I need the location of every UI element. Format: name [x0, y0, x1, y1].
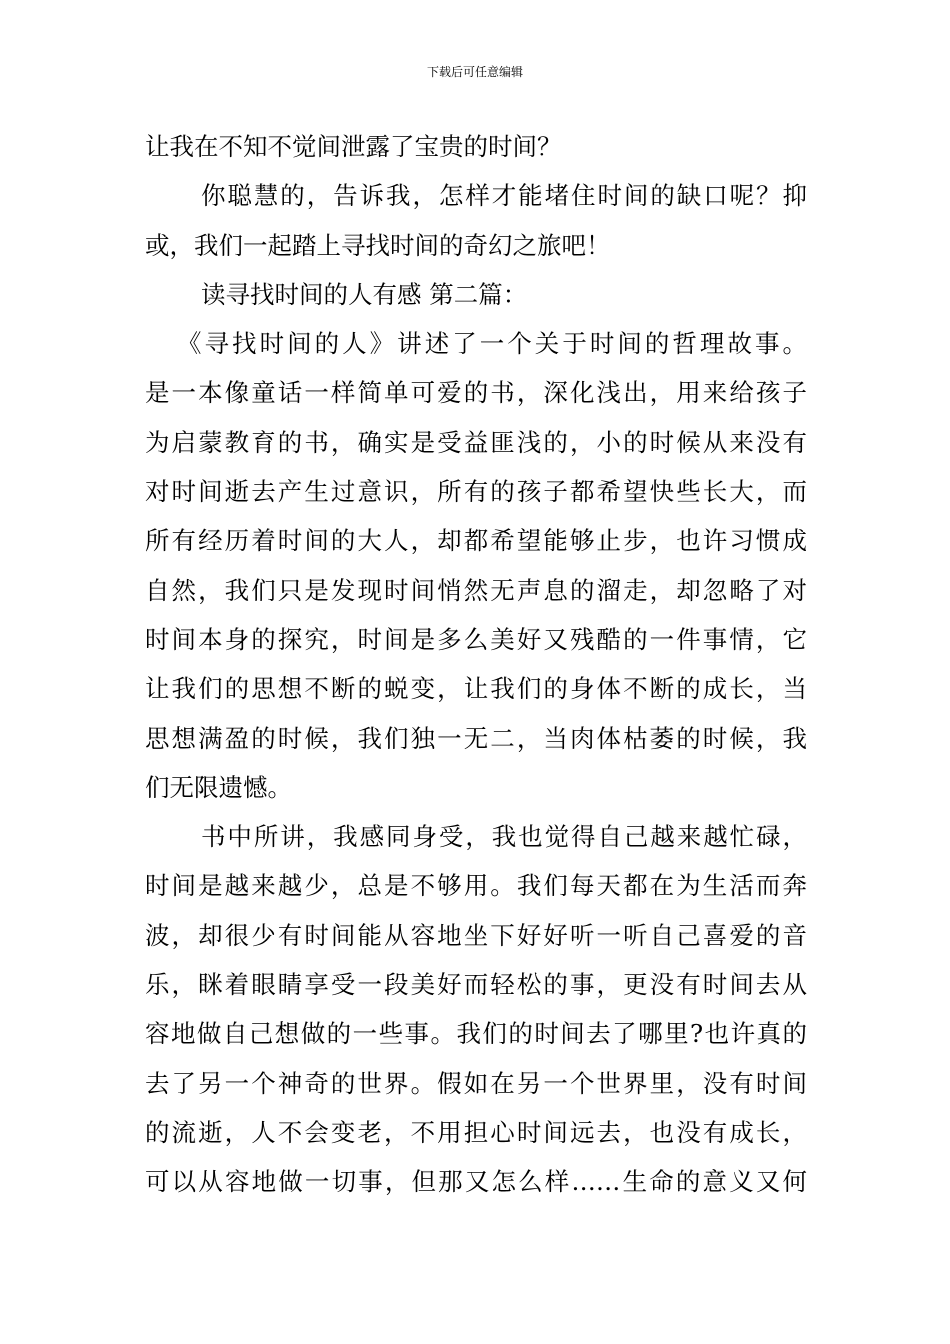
- text-line: 为启蒙教育的书，确实是受益匪浅的，小的时候从来没有: [145, 427, 807, 457]
- text-line: 去了另一个神奇的世界。假如在另一个世界里，没有时间: [145, 1068, 807, 1098]
- text-line: 的流逝，人不会变老，不用担心时间远去，也没有成长，: [145, 1117, 807, 1147]
- text-line: 乐，眯着眼睛享受一段美好而轻松的事，更没有时间去从: [145, 970, 807, 1000]
- text-line: 自然，我们只是发现时间悄然无声息的溜走，却忽略了对: [145, 575, 807, 605]
- text-line: 们无限遗憾。: [145, 772, 292, 802]
- text-line: 或，我们一起踏上寻找时间的奇幻之旅吧！: [145, 230, 611, 260]
- section-heading: 读寻找时间的人有感 第二篇：: [201, 279, 528, 309]
- text-line: 时间本身的探究，时间是多么美好又残酷的一件事情，它: [145, 624, 807, 654]
- text-line: 是一本像童话一样简单可爱的书，深化浅出，用来给孩子: [145, 378, 807, 408]
- text-line: 可以从容地做一切事，但那又怎么样……生命的意义又何: [145, 1167, 807, 1197]
- text-line: 思想满盈的时候，我们独一无二，当肉体枯萎的时候，我: [145, 723, 807, 753]
- text-line: 让我在不知不觉间泄露了宝贵的时间？: [145, 132, 562, 161]
- text-line: 让我们的思想不断的蜕变，让我们的身体不断的成长，当: [145, 674, 807, 704]
- paragraph-first-line: 《寻找时间的人》讲述了一个关于时间的哲理故事。: [177, 329, 807, 359]
- text-line: 波，却很少有时间能从容地坐下好好听一听自己喜爱的音: [145, 920, 807, 950]
- paragraph-first-line: 你聪慧的，告诉我，怎样才能堵住时间的缺口呢？抑: [201, 181, 807, 211]
- page-header: 下载后可任意编辑: [426, 65, 523, 79]
- document-body: [145, 122, 807, 1207]
- text-line: 对时间逝去产生过意识，所有的孩子都希望快些长大，而: [145, 477, 807, 507]
- text-line: 所有经历着时间的大人，却都希望能够止步，也许习惯成: [145, 526, 807, 556]
- text-line: 时间是越来越少，总是不够用。我们每天都在为生活而奔: [145, 871, 807, 901]
- text-line: 容地做自己想做的一些事。我们的时间去了哪里?也许真的: [145, 1019, 807, 1049]
- paragraph-first-line: 书中所讲，我感同身受，我也觉得自己越来越忙碌，: [201, 822, 807, 852]
